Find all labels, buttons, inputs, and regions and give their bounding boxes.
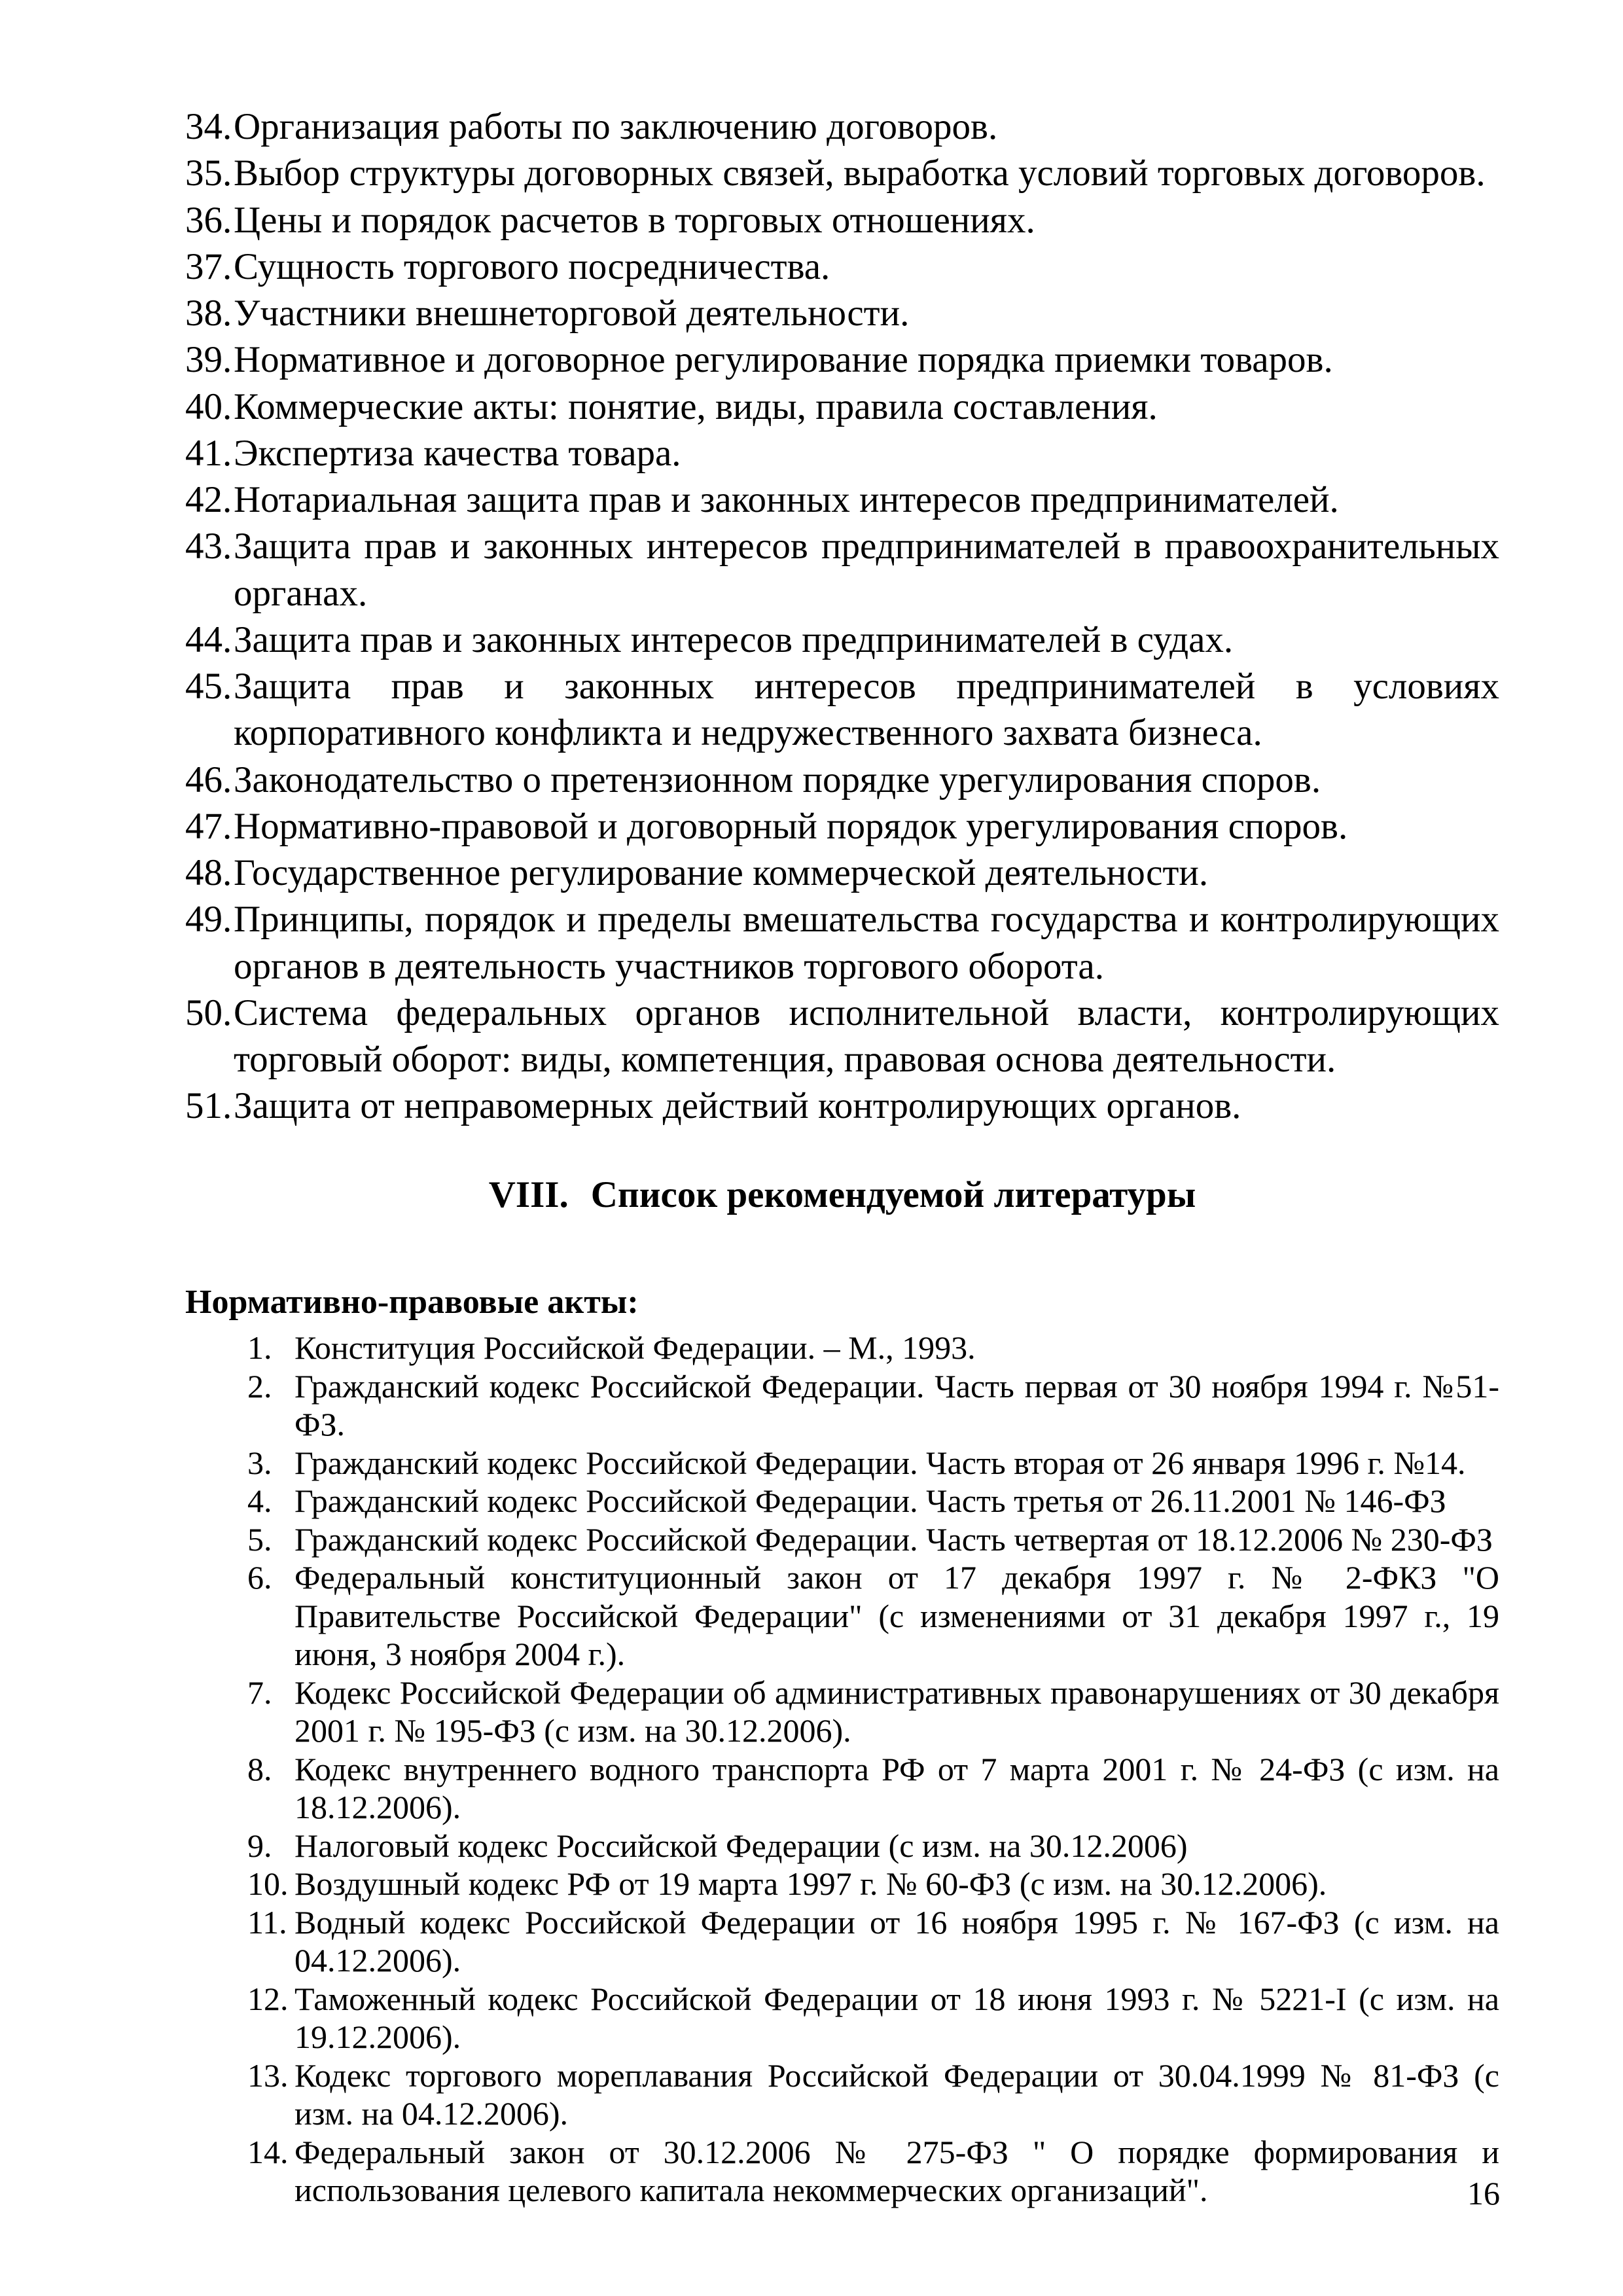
- topic-item-number: 51.: [185, 1085, 232, 1127]
- literature-item-number: 4.: [247, 1482, 272, 1520]
- topic-item-number: 39.: [185, 339, 232, 381]
- topic-item-text: Сущность торгового посредничества.: [234, 245, 830, 287]
- topics-list: [185, 103, 1499, 1130]
- topic-list-item: [185, 1083, 1499, 1129]
- literature-item-text: Кодекс Российской Федерации об административных правонарушениях от 30 декабря 2001 г. № 195-ФЗ (с изм. на 30.12.2006).: [294, 1674, 1499, 1749]
- topic-item-number: 38.: [185, 293, 232, 334]
- literature-list-item: [247, 1520, 1499, 1559]
- literature-list-item: [247, 2056, 1499, 2133]
- literature-item-text: Водный кодекс Российской Федерации от 16 ноября 1995 г. № 167-ФЗ (с изм. на 04.12.2006).: [294, 1903, 1499, 1979]
- literature-item-number: 8.: [247, 1750, 272, 1787]
- literature-item-number: 14.: [247, 2133, 289, 2170]
- topic-list-item: [185, 476, 1499, 523]
- topic-list-item: [185, 663, 1499, 757]
- literature-item-number: 6.: [247, 1559, 272, 1596]
- literature-item-text: Воздушный кодекс РФ от 19 марта 1997 г. № 60-ФЗ (с изм. на 30.12.2006).: [294, 1865, 1327, 1903]
- literature-list-item: [247, 1827, 1499, 1865]
- topic-item-text: Выбор структуры договорных связей, выработка условий торговых договоров.: [234, 152, 1486, 194]
- literature-item-text: Федеральный закон от 30.12.2006 № 275-ФЗ " О порядке формирования и использования целевого капитала некоммерческих организаций".: [294, 2133, 1499, 2209]
- topic-item-text: Защита прав и законных интересов предпринимателей в правоохранительных органах.: [234, 526, 1499, 614]
- topic-item-number: 46.: [185, 759, 232, 800]
- literature-item-text: Гражданский кодекс Российской Федерации. Часть четвертая от 18.12.2006 № 230-ФЗ: [294, 1520, 1493, 1558]
- literature-item-number: 5.: [247, 1520, 272, 1558]
- literature-list-item: [247, 1329, 1499, 1367]
- topic-item-number: 42.: [185, 479, 232, 520]
- topic-list-item: [185, 896, 1499, 990]
- literature-item-number: 2.: [247, 1367, 272, 1405]
- topic-item-number: 48.: [185, 852, 232, 893]
- topic-item-text: Принципы, порядок и пределы вмешательства государства и контролирующих органов в деятельность участников торгового оборота.: [234, 899, 1499, 987]
- topic-item-text: Экспертиза качества товара.: [234, 432, 681, 474]
- topic-item-number: 36.: [185, 199, 232, 241]
- topic-item-number: 40.: [185, 386, 232, 427]
- topic-list-item: [185, 336, 1499, 383]
- topic-item-number: 37.: [185, 245, 232, 287]
- literature-item-text: Конституция Российской Федерации. – М., 1993.: [294, 1329, 976, 1367]
- literature-item-number: 7.: [247, 1674, 272, 1711]
- literature-list-item: [247, 1750, 1499, 1827]
- literature-item-text: Гражданский кодекс Российской Федерации. Часть вторая от 26 января 1996 г. №14.: [294, 1444, 1466, 1481]
- topic-item-text: Защита прав и законных интересов предпринимателей в условиях корпоративного конфликта и недружественного захвата бизнеса.: [234, 666, 1499, 754]
- topic-item-text: Защита от неправомерных действий контролирующих органов.: [234, 1085, 1241, 1127]
- topic-list-item: [185, 150, 1499, 196]
- literature-item-number: 11.: [247, 1903, 287, 1941]
- section-heading: [185, 1172, 1499, 1218]
- topic-item-number: 49.: [185, 899, 232, 941]
- topic-item-text: Защита прав и законных интересов предпринимателей в судах.: [234, 619, 1234, 660]
- topic-item-text: Цены и порядок расчетов в торговых отношениях.: [234, 199, 1035, 241]
- topic-item-number: 45.: [185, 666, 232, 707]
- topic-list-item: [185, 850, 1499, 896]
- topic-item-number: 50.: [185, 992, 232, 1033]
- literature-item-text: Федеральный конституционный закон от 17 декабря 1997 г. № 2-ФКЗ "О Правительстве Российской Федерации" (с изменениями от 31 декабря 1997 г., 19 июня, 3 ноября 2004 г.).: [294, 1559, 1499, 1673]
- topic-item-text: Участники внешнеторговой деятельности.: [234, 293, 910, 334]
- literature-item-text: Налоговый кодекс Российской Федерации (с изм. на 30.12.2006): [294, 1827, 1188, 1864]
- topic-list-item: [185, 617, 1499, 663]
- literature-list: [247, 1329, 1499, 2210]
- literature-item-number: 10.: [247, 1865, 289, 1903]
- topic-item-text: Коммерческие акты: понятие, виды, правила составления.: [234, 386, 1158, 427]
- literature-subheading: Нормативно-правовые акты:: [185, 1283, 639, 1321]
- topic-list-item: [185, 197, 1499, 243]
- topic-list-item: [185, 430, 1499, 476]
- topic-item-number: 44.: [185, 619, 232, 660]
- topic-list-item: [185, 103, 1499, 150]
- topic-list-item: [185, 803, 1499, 850]
- literature-item-number: 13.: [247, 2056, 289, 2094]
- literature-item-text: Таможенный кодекс Российской Федерации от 18 июня 1993 г. № 5221-I (с изм. на 19.12.2006).: [294, 1980, 1499, 2056]
- topic-item-text: Законодательство о претензионном порядке урегулирования споров.: [234, 759, 1321, 800]
- section-heading-numeral: VIII.: [488, 1174, 569, 1215]
- literature-item-text: Гражданский кодекс Российской Федерации. Часть первая от 30 ноября 1994 г. №51-ФЗ.: [294, 1367, 1499, 1443]
- section-heading-text: Список рекомендуемой литературы: [590, 1174, 1196, 1215]
- topic-list-item: [185, 990, 1499, 1083]
- page-content: [185, 103, 1499, 2210]
- topic-list-item: [185, 290, 1499, 336]
- topic-item-number: 34.: [185, 106, 232, 147]
- literature-item-text: Кодекс торгового мореплавания Российской Федерации от 30.04.1999 № 81-ФЗ (с изм. на 04.12.2006).: [294, 2056, 1499, 2132]
- literature-list-item: [247, 1444, 1499, 1482]
- topic-item-number: 35.: [185, 152, 232, 194]
- literature-item-number: 12.: [247, 1980, 289, 2017]
- topic-item-text: Государственное регулирование коммерческой деятельности.: [234, 852, 1209, 893]
- topic-list-item: [185, 384, 1499, 430]
- topic-item-number: 43.: [185, 526, 232, 567]
- literature-list-item: [247, 1367, 1499, 1444]
- topic-item-text: Организация работы по заключению договоров.: [234, 106, 998, 147]
- literature-list-item: [247, 1558, 1499, 1674]
- literature-list-item: [247, 2133, 1499, 2210]
- literature-item-text: Кодекс внутреннего водного транспорта РФ от 7 марта 2001 г. № 24-ФЗ (с изм. на 18.12.2006).: [294, 1750, 1499, 1826]
- topic-item-text: Система федеральных органов исполнительной власти, контролирующих торговый оборот: виды, компетенция, правовая основа деятельности.: [234, 992, 1499, 1080]
- topic-item-text: Нотариальная защита прав и законных интересов предпринимателей.: [234, 479, 1339, 520]
- literature-item-number: 1.: [247, 1329, 272, 1367]
- literature-item-number: 9.: [247, 1827, 272, 1864]
- page-number: 16: [1467, 2175, 1500, 2212]
- literature-item-text: Гражданский кодекс Российской Федерации. Часть третья от 26.11.2001 № 146-ФЗ: [294, 1482, 1446, 1520]
- topic-item-text: Нормативное и договорное регулирование порядка приемки товаров.: [234, 339, 1333, 381]
- literature-list-item: [247, 1980, 1499, 2056]
- literature-list-item: [247, 1482, 1499, 1520]
- topic-item-text: Нормативно-правовой и договорный порядок урегулирования споров.: [234, 805, 1348, 847]
- literature-list-item: [247, 1903, 1499, 1980]
- literature-list-item: [247, 1674, 1499, 1750]
- topic-list-item: [185, 243, 1499, 290]
- literature-item-number: 3.: [247, 1444, 272, 1481]
- topic-list-item: [185, 523, 1499, 617]
- topic-list-item: [185, 757, 1499, 803]
- literature-list-item: [247, 1865, 1499, 1903]
- topic-item-number: 41.: [185, 432, 232, 474]
- topic-item-number: 47.: [185, 805, 232, 847]
